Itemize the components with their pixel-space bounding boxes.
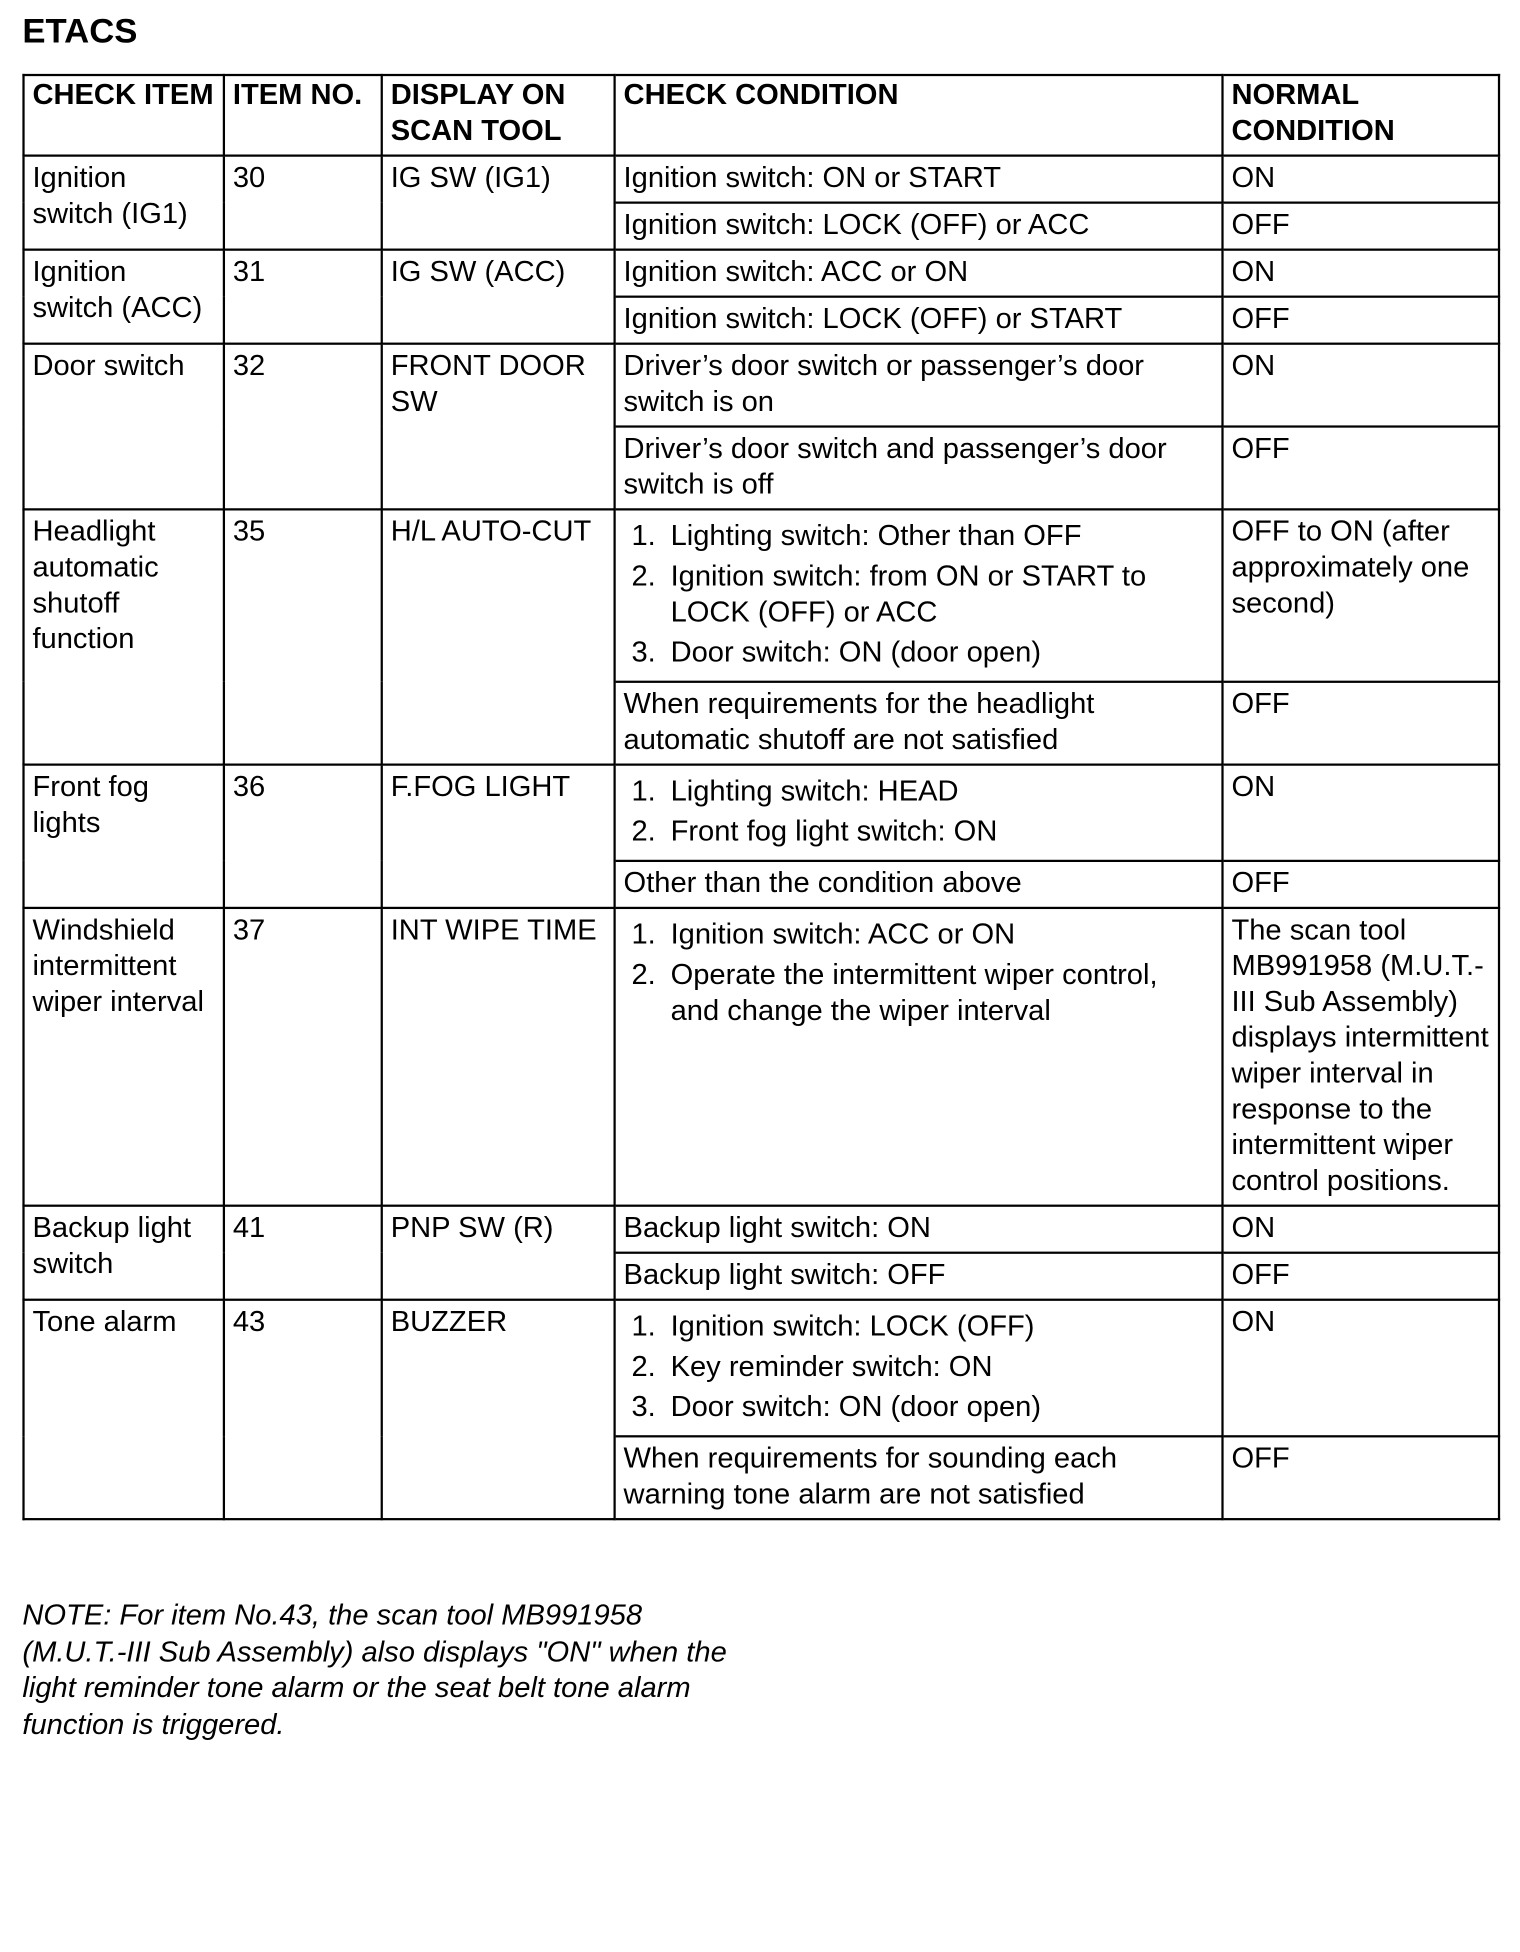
condition-step: 1. Lighting switch: Other than OFF [664,517,1214,553]
check-item-cell: Backup light switch [24,1206,224,1300]
normal-condition-cell: OFF [1222,1436,1499,1519]
check-item-cell: Headlight automatic shutoff function [24,509,224,764]
display-cell: IG SW (ACC) [382,250,615,344]
table-row [24,156,1500,203]
condition-step: 3. Door switch: ON (door open) [664,634,1214,670]
normal-condition-cell: ON [1222,250,1499,297]
normal-condition-cell: OFF to ON (after approximately one second) [1222,509,1499,681]
check-condition-cell [615,765,1223,861]
condition-step: 1. Lighting switch: HEAD [664,772,1214,808]
condition-steps-list [624,772,1214,848]
normal-condition-cell: OFF [1222,427,1499,510]
item-no-cell: 36 [224,765,382,908]
normal-condition-cell: ON [1222,1206,1499,1253]
etacs-check-table [22,74,1500,1520]
item-no-cell: 30 [224,156,382,250]
check-condition-cell [615,1300,1223,1437]
condition-steps-list [624,1308,1214,1424]
display-cell: BUZZER [382,1300,615,1519]
check-condition-cell: Ignition switch: LOCK (OFF) or ACC [615,203,1223,250]
item-no-cell: 41 [224,1206,382,1300]
table-row [24,1300,1500,1437]
condition-step: 2. Key reminder switch: ON [664,1348,1214,1384]
display-cell: INT WIPE TIME [382,908,615,1206]
display-cell: H/L AUTO-CUT [382,509,615,764]
condition-step: 3. Door switch: ON (door open) [664,1388,1214,1424]
header-check-condition: CHECK CONDITION [615,75,1223,156]
check-condition-cell: When requirements for sounding each warning tone alarm are not satisfied [615,1436,1223,1519]
check-condition-cell: Driver’s door switch and passenger’s door switch is off [615,427,1223,510]
condition-steps-list [624,517,1214,669]
document-title: ETACS [22,11,138,51]
check-condition-cell [615,908,1223,1206]
check-item-cell: Door switch [24,344,224,510]
normal-condition-cell: ON [1222,156,1499,203]
header-item-no: ITEM NO. [224,75,382,156]
table-row [24,250,1500,297]
display-cell: PNP SW (R) [382,1206,615,1300]
normal-condition-cell: The scan tool MB991958 (M.U.T.-III Sub Assembly) displays intermittent wiper interval in response to the intermittent wiper control positions. [1222,908,1499,1206]
table-row [24,1206,1500,1253]
display-cell: FRONT DOOR SW [382,344,615,510]
check-item-cell: Tone alarm [24,1300,224,1519]
condition-step: 1. Ignition switch: LOCK (OFF) [664,1308,1214,1344]
normal-condition-cell: ON [1222,1300,1499,1437]
header-normal-condition: NORMAL CONDITION [1222,75,1499,156]
check-condition-cell: Driver’s door switch or passenger’s door switch is on [615,344,1223,427]
normal-condition-cell: OFF [1222,297,1499,344]
condition-step: 2. Ignition switch: from ON or START to LOCK (OFF) or ACC [664,558,1214,630]
normal-condition-cell: OFF [1222,682,1499,765]
item-no-cell: 43 [224,1300,382,1519]
footnote: NOTE: For item No.43, the scan tool MB991958 (M.U.T.-III Sub Assembly) also displays "ON" when the light reminder tone alarm or the seat belt tone alarm function is triggered. [22,1597,727,1741]
check-condition-cell: Ignition switch: ACC or ON [615,250,1223,297]
display-cell: F.FOG LIGHT [382,765,615,908]
normal-condition-cell: ON [1222,765,1499,861]
table-body [24,156,1500,1520]
table-row [24,765,1500,861]
table-row [24,509,1500,681]
check-item-cell: Windshield intermittent wiper interval [24,908,224,1206]
normal-condition-cell: OFF [1222,861,1499,908]
normal-condition-cell: OFF [1222,1253,1499,1300]
table-header-row [24,75,1500,156]
condition-step: 2. Front fog light switch: ON [664,813,1214,849]
condition-steps-list [624,916,1214,1028]
item-no-cell: 35 [224,509,382,764]
check-condition-cell: Other than the condition above [615,861,1223,908]
item-no-cell: 31 [224,250,382,344]
check-condition-cell: Ignition switch: ON or START [615,156,1223,203]
header-display-on-scan-tool: DISPLAY ON SCAN TOOL [382,75,615,156]
table-row [24,344,1500,427]
check-item-cell: Front fog lights [24,765,224,908]
check-condition-cell: Ignition switch: LOCK (OFF) or START [615,297,1223,344]
check-condition-cell: When requirements for the headlight automatic shutoff are not satisfied [615,682,1223,765]
condition-step: 2. Operate the intermittent wiper control, and change the wiper interval [664,956,1214,1028]
header-check-item: CHECK ITEM [24,75,224,156]
check-condition-cell: Backup light switch: ON [615,1206,1223,1253]
item-no-cell: 32 [224,344,382,510]
check-condition-cell: Backup light switch: OFF [615,1253,1223,1300]
check-condition-cell [615,509,1223,681]
normal-condition-cell: OFF [1222,203,1499,250]
item-no-cell: 37 [224,908,382,1206]
check-item-cell: Ignition switch (IG1) [24,156,224,250]
check-item-cell: Ignition switch (ACC) [24,250,224,344]
display-cell: IG SW (IG1) [382,156,615,250]
condition-step: 1. Ignition switch: ACC or ON [664,916,1214,952]
table-row [24,908,1500,1206]
normal-condition-cell: ON [1222,344,1499,427]
